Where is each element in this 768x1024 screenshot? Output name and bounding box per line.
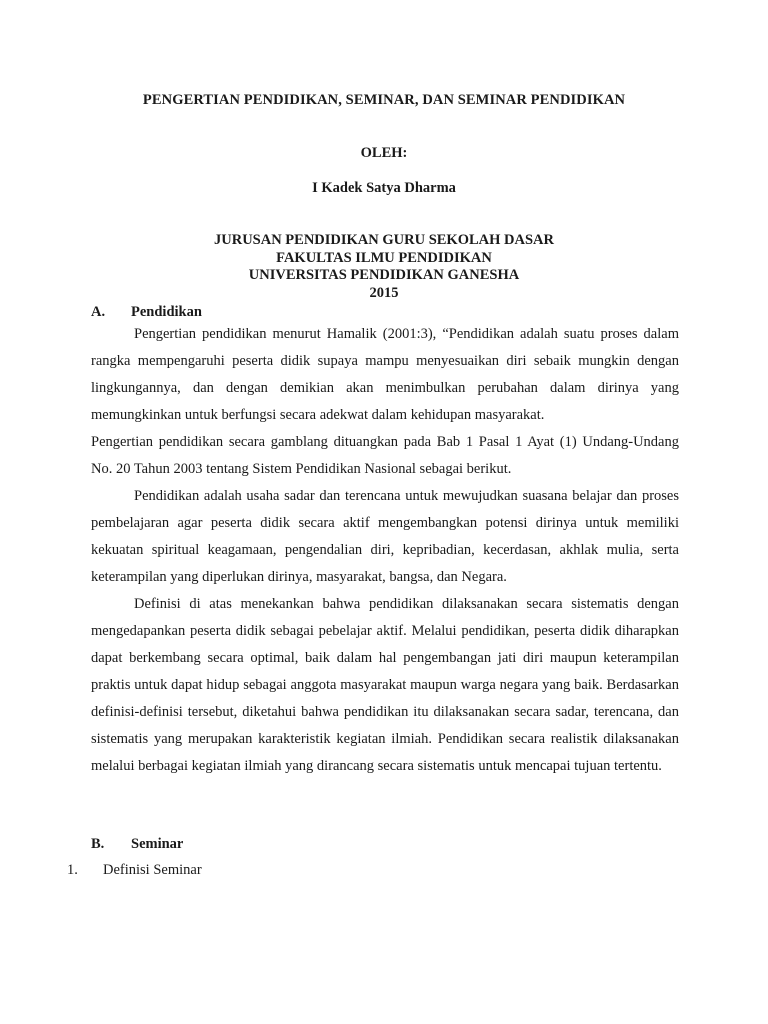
section-a-title: Pendidikan [131,304,202,320]
paragraph: Pengertian pendidikan secara gamblang dituangkan pada Bab 1 Pasal 1 Ayat (1) Undang-Undang No. 20 Tahun 2003 tentang Sistem Pendidikan Nasional sebagai berikut. [91,434,679,477]
faculty-name: FAKULTAS ILMU PENDIDIKAN [276,249,492,266]
list-item-label: Definisi Seminar [103,862,202,878]
university-name: UNIVERSITAS PENDIDIKAN GANESHA [248,267,520,283]
section-a-heading [91,304,202,321]
institution-block [0,232,768,302]
section-b-marker: B. [91,836,105,852]
section-a-body [91,321,679,780]
year: 2015 [369,284,399,301]
paragraph: Pendidikan adalah usaha sadar dan terencana untuk mewujudkan suasana belajar dan proses pembelajaran agar peserta didik secara aktif mengembangkan potensi dirinya untuk memiliki kekuatan spiritual keagamaan, pengendalian diri, kepribadian, kecerdasan, akhlak mulia, serta keterampilan yang diperlukan dirinya, masyarakat, bangsa, dan Negara. [91,488,679,585]
document-title: PENGERTIAN PENDIDIKAN, SEMINAR, DAN SEMINAR PENDIDIKAN [142,92,626,108]
by-label: OLEH: [360,145,408,161]
department-name: JURUSAN PENDIDIKAN GURU SEKOLAH DASAR [214,232,554,248]
list-item-number: 1. [67,862,78,878]
section-b-title: Seminar [131,836,184,852]
section-b-heading [91,836,183,853]
section-a-marker: A. [91,304,106,320]
list-item [67,862,202,879]
author-name: I Kadek Satya Dharma [312,180,456,196]
paragraph: Pengertian pendidikan menurut Hamalik (2001:3), “Pendidikan adalah suatu proses dalam rangka mempengaruhi peserta didik supaya mampu menyesuaikan diri sebaik mungkin dengan lingkungannya, dan dengan demikian akan menimbulkan perubahan dalam dirinya yang memungkinkan untuk berfungsi secara adekwat dalam kehidupan masyarakat. [91,326,679,423]
paragraph: Definisi di atas menekankan bahwa pendidikan dilaksanakan secara sistematis dengan mengedapankan peserta didik sebagai pebelajar aktif. Melalui pendidikan, peserta didik diharapkan dapat berkembang secara optimal, baik dalam hal pengembangan jati diri maupun keterampilan praktis untuk dapat hidup sebagai anggota masyarakat maupun warga negara yang baik. Berdasarkan definisi-definisi tersebut, diketahui bahwa pendidikan itu dilaksanakan secara sadar, terencana, dan sistematis yang merupakan karakteristik kegiatan ilmiah. Pendidikan secara realistik dilaksanakan melalui berbagai kegiatan ilmiah yang dirancang secara sistematis untuk mencapai tujuan tertentu. [91,596,679,774]
